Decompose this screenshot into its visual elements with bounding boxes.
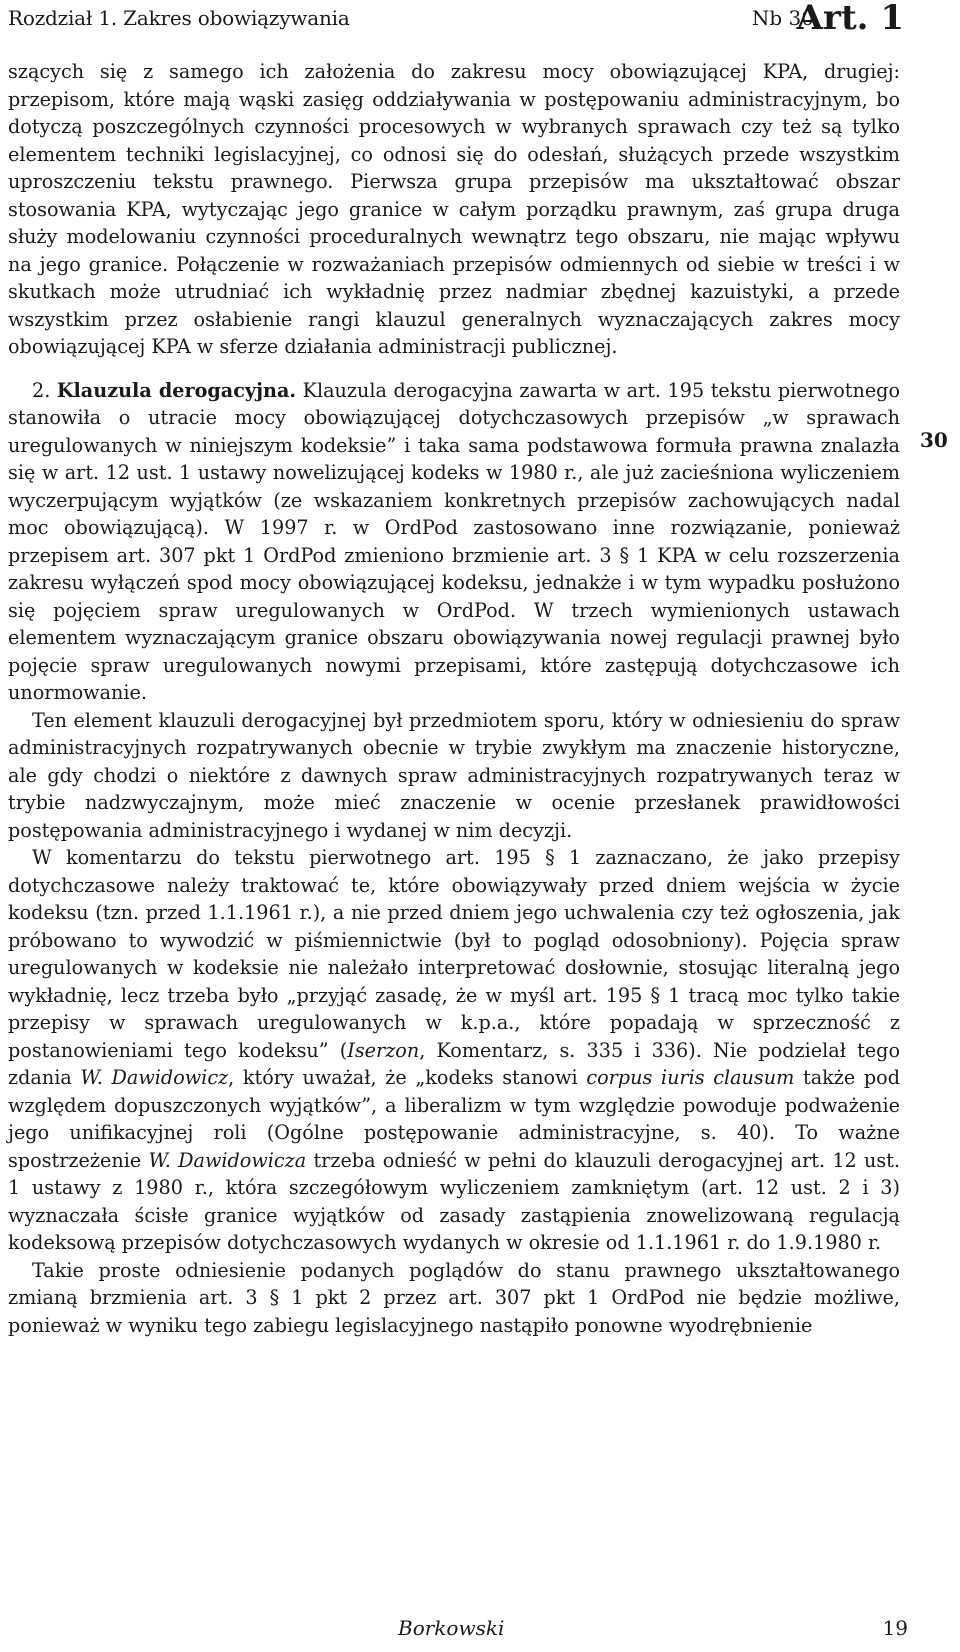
paragraph — [8, 844, 900, 1257]
margin-number: 30 — [920, 428, 948, 452]
text-run: Takie proste odniesienie podanych poglądów do stanu prawnego ukształtowanego zmianą brzmienia art. 3 § 1 pkt 2 przez art. 307 pkt 1 OrdPod nie będzie możliwe, ponieważ w wyniku tego zabiegu legislacyjnego nastąpiło ponowne wyodrębnienie — [8, 1258, 900, 1337]
margin-number-reference: Nb 30 — [751, 6, 814, 30]
text-run: trzeba odnieść w pełni do klauzuli derogacyjnej art. 12 ust. 1 ustawy z 1980 r., która szczegółowym wyliczeniem zamkniętym (art. 12 ust. 2 i 3) wyznaczała ścisłe granice wyjątków od zasady zastąpienia znowelizowaną regulacją kodeksową przepisów dotychczasowych wydanych w okresie od 1.1.1961 r. do 1.9.1980 r. — [8, 1148, 900, 1254]
author-name: Borkowski — [398, 1616, 505, 1640]
article-reference: Art. 1 — [796, 0, 904, 38]
chapter-title: Rozdział 1. Zakres obowiązywania — [8, 6, 350, 30]
text-run: także pod względem dopuszczonych wyjątków”, a liberalizm w tym względzie powoduje podważenie jego unifikacyjnej roli (Ogólne postępowanie administracyjne, s. 40). To ważne spostrzeżenie — [8, 1066, 900, 1172]
text-run: szących się z samego ich założenia do zakresu mocy obowiązującej KPA, drugiej: przepisom, które mają wąski zasięg oddziaływania w postępowaniu administracyjnym, bo dotyczą poszczególnych czynności procesowych w wybranych sprawach czy też są tylko elementem techniki legislacyjnej, co odnosi się do odesłań, służących przede wszystkim uproszczeniu tekstu prawnego. Pierwsza grupa przepisów ma ukształtować obszar stosowania KPA, wytyczając jego granice w całym porządku prawnym, zaś grupa druga służy modelowaniu czynności proceduralnych wewnątrz tego obszaru, nie mając wpływu na jego granice. Połączenie w rozważaniach przepisów odmiennych od siebie w treści i w skutkach może utrudniać ich wykładnię przez nadmiar zbędnej kazuistyki, a przede wszystkim przez osłabienie rangi klauzul generalnych wyznaczających zakres mocy obowiązującej KPA w sferze działania administracji publicznej. — [8, 60, 900, 358]
text-run: , Komentarz, s. 335 i 336). Nie podzielał tego zdania — [8, 1038, 901, 1089]
italic-text: corpus iuris clausum — [586, 1066, 795, 1089]
text-run: , który uważał, że „kodeks stanowi — [228, 1066, 587, 1089]
running-header — [8, 2, 908, 42]
paragraph-derogation-clause — [8, 377, 900, 707]
running-footer — [0, 1612, 960, 1648]
heading-bold: Klauzula derogacyjna. — [56, 378, 297, 402]
text-run: Klauzula derogacyjna zawarta w art. 195 tekstu pierwotnego stanowiła o utracie mocy obowiązującej dotychczasowych przepisów „w sprawach uregulowanych w niniejszym kodeksie” i taka sama podstawowa formuła prawna znalazła się w art. 12 ust. 1 ustawy nowelizującej kodeks w 1980 r., ale już zacieśniona wyliczeniem wyczerpującym wyjątków (ze wskazaniem konkretnych przepisów zachowujących nadal moc obowiązującą). W 1997 r. w OrdPod zastosowano inne rozwiązanie, ponieważ przepisem art. 307 pkt 1 OrdPod zmieniono brzmienie art. 3 § 1 KPA w celu rozszerzenia zakresu wyłączeń spod mocy obowiązującej kodeksu, jednakże i w tym wypadku posłużono się pojęciem spraw uregulowanych w OrdPod. W trzech wymienionych ustawach elementem wyznaczającym granice obszaru obowiązywania nowej regulacji prawnej było pojęcie spraw uregulowanych nowymi przepisami, które zastępują dotychczasowe ich unormowanie. — [8, 378, 901, 704]
paragraph-continuation — [8, 58, 900, 361]
paragraph — [8, 1257, 900, 1340]
page-number: 19 — [882, 1616, 908, 1640]
text-run: Ten element klauzuli derogacyjnej był przedmiotem sporu, który w odniesieniu do spraw administracyjnych rozpatrywanych obecnie w trybie zwykłym ma znaczenie historyczne, ale gdy chodzi o niektóre z dawnych spraw administracyjnych rozpatrywanych teraz w trybie nadzwyczajnym, może mieć znaczenie w ocenie przesłanek prawidłowości postępowania administracyjnego i wydanej w nim decyzji. — [8, 708, 900, 842]
italic-text: W. Dawidowicz — [80, 1066, 229, 1089]
italic-text: W. Dawidowicza — [148, 1148, 307, 1172]
paragraph — [8, 707, 900, 845]
text-run: 2. — [32, 378, 57, 402]
italic-text: Iserzon — [347, 1038, 420, 1062]
text-run: W komentarzu do tekstu pierwotnego art. 195 § 1 zaznaczano, że jako przepisy dotychczasowe należy traktować te, które obowiązywały przed dniem wejścia w życie kodeksu (tzn. przed 1.1.1961 r.), a nie przed dniem jego uchwalenia czy też ogłoszenia, jak próbowano to wywodzić w piśmiennictwie (był to pogląd odosobniony). Pojęcia spraw uregulowanych w kodeksie nie należało interpretować dosłownie, stosując literalną jego wykładnię, lecz trzeba było „przyjąć zasadę, że w myśl art. 195 § 1 tracą moc tylko takie przepisy w sprawach uregulowanych w k.p.a., które popadają w sprzeczność z postanowieniami tego kodeksu” ( — [8, 846, 900, 1062]
body-text — [8, 58, 900, 1339]
